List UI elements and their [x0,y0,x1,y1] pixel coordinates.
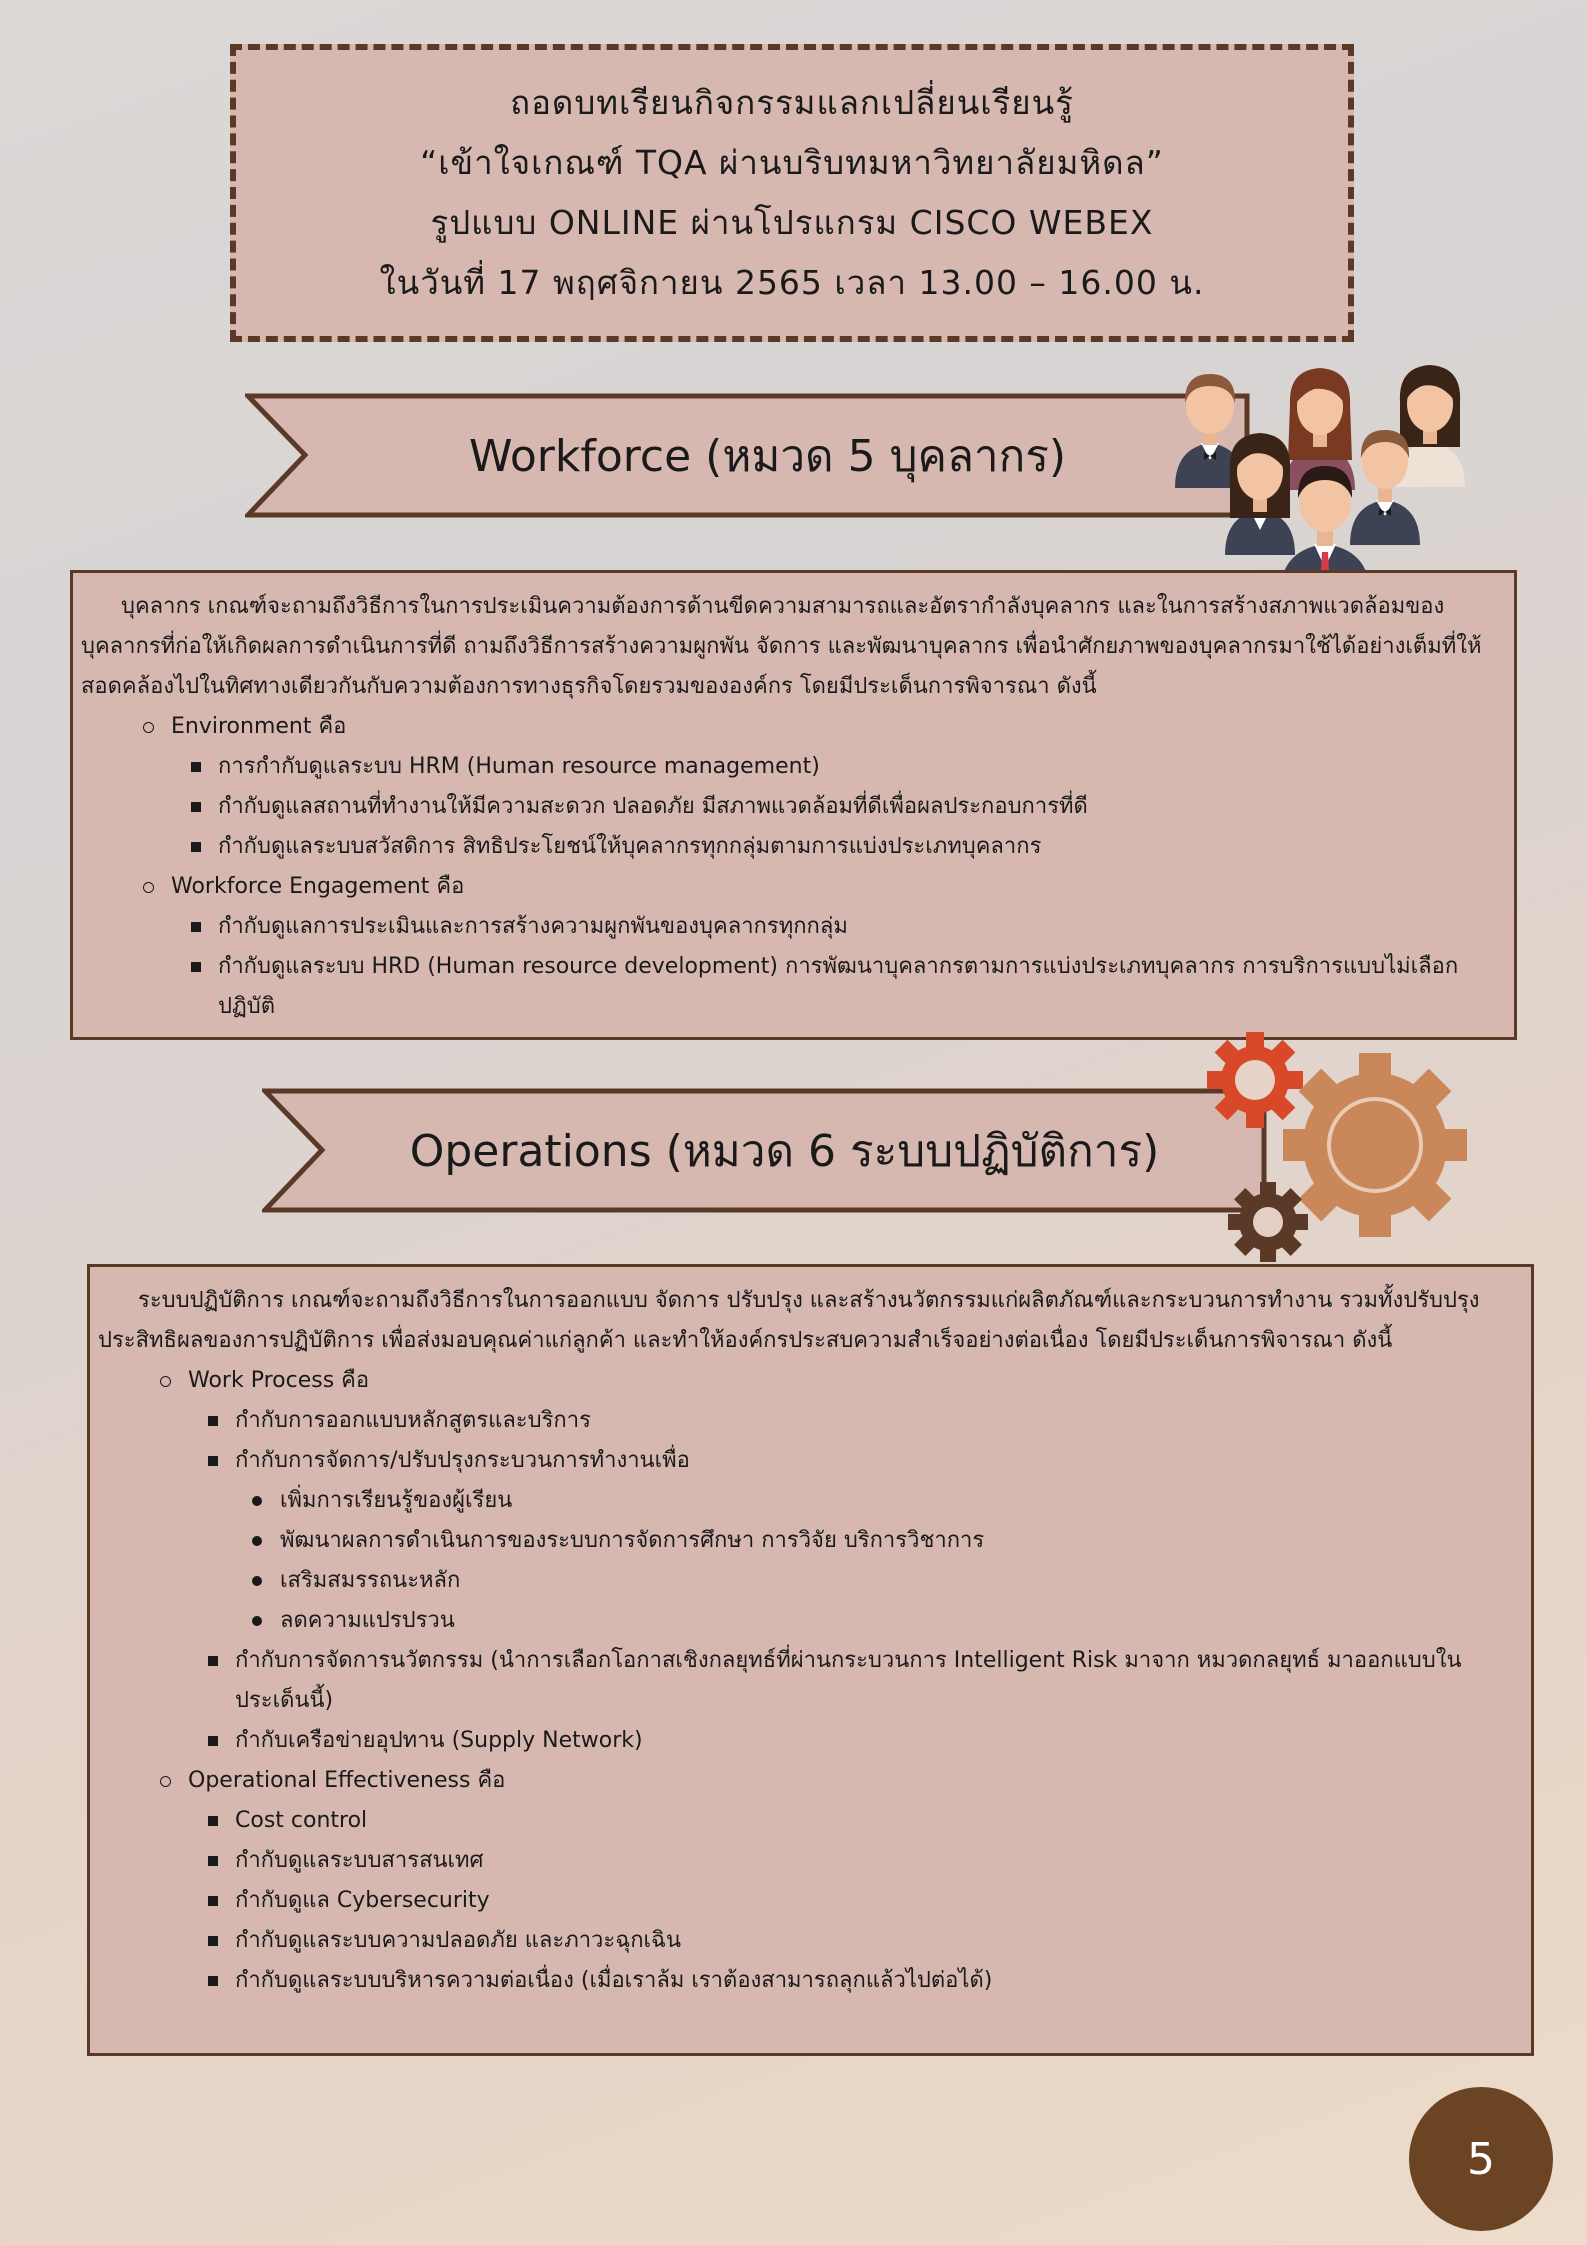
list-item: เพิ่มการเรียนรู้ของผู้เรียน [280,1481,1515,1521]
list-item: กำกับดูแล Cybersecurity [235,1881,1515,1921]
page-number: 5 [1409,2087,1553,2231]
list-item: พัฒนาผลการดำเนินการของระบบการจัดการศึกษา การวิจัย บริการวิชาการ [280,1521,1515,1561]
workforce-intro: บุคลากร เกณฑ์จะถามถึงวิธีการในการประเมินความต้องการด้านขีดความสามารถและอัตรากำลังบุคลากร และในการสร้างสภาพแวดล้อมของบุคลากรที่ก่อให้เกิดผลการดำเนินการที่ดี ถามถึงวิธีการสร้างความผูกพัน จัดการ และพัฒนาบุคลากร เพื่อนำศักยภาพของบุคลากรมาใช้ได้อย่างเต็มที่ให้สอดคล้องไปในทิศทางเดียวกันกับความต้องการทางธุรกิจโดยรวมขององค์กร โดยมีประเด็นการพิจารณา ดังนี้ [81,594,1482,699]
workforce-section-list [81,707,1498,1027]
people-group-icon [1160,360,1480,590]
list-item: กำกับดูแลระบบสารสนเทศ [235,1841,1515,1881]
list-item: ลดความแปรปรวน [280,1601,1515,1641]
list-item [171,867,1498,1027]
list-item [188,1761,1515,2001]
list-item-text: กำกับการจัดการ/ปรับปรุงกระบวนการทำงานเพื่อ [235,1448,690,1473]
operations-section-list [98,1361,1515,2001]
title-line-3: รูปแบบ ONLINE ผ่านโปรแกรม CISCO WEBEX [430,203,1154,242]
list-item: กำกับดูแลระบบบริหารความต่อเนื่อง (เมื่อเราล้ม เราต้องสามารถลุกแล้วไปต่อได้) [235,1961,1515,2001]
list-item: กำกับดูแลระบบความปลอดภัย และภาวะฉุกเฉิน [235,1921,1515,1961]
list-item: กำกับดูแลระบบ HRD (Human resource development) การพัฒนาบุคลากรตามการแบ่งประเภทบุคลากร การบริการแบบไม่เลือกปฏิบัติ [218,947,1498,1027]
workforce-section-label: Workforce Engagement คือ [171,874,465,899]
list-item: กำกับการจัดการนวัตกรรม (นำการเลือกโอกาสเชิงกลยุทธ์ที่ผ่านกระบวนการ Intelligent Risk มาจาก หมวดกลยุทธ์ มาออกแบบในประเด็นนี้) [235,1641,1515,1721]
title-line-1: ถอดบทเรียนกิจกรรมแลกเปลี่ยนเรียนรู้ [510,83,1074,122]
list-item [235,1441,1515,1641]
title-line-2: “เข้าใจเกณฑ์ TQA ผ่านบริบทมหาวิทยาลัยมหิดล” [420,143,1164,182]
list-item [188,1361,1515,1761]
title-line-4: ในวันที่ 17 พฤศจิกายน 2565 เวลา 13.00 – 16.00 น. [379,263,1205,302]
operations-heading: Operations (หมวด 6 ระบบปฏิบัติการ) [409,1125,1160,1177]
title-box [230,44,1354,342]
list-item: การกำกับดูแลระบบ HRM (Human resource management) [218,747,1498,787]
list-item: Cost control [235,1801,1515,1841]
workforce-heading: Workforce (หมวด 5 บุคลากร) [468,430,1067,482]
workforce-content-box [70,570,1517,1040]
list-item: เสริมสมรรถนะหลัก [280,1561,1515,1601]
operations-intro: ระบบปฏิบัติการ เกณฑ์จะถามถึงวิธีการในการออกแบบ จัดการ ปรับปรุง และสร้างนวัตกรรมแก่ผลิตภัณฑ์และกระบวนการทำงาน รวมทั้งปรับปรุงประสิทธิผลของการปฏิบัติการ เพื่อส่งมอบคุณค่าแก่ลูกค้า และทำให้องค์กรประสบความสำเร็จอย่างต่อเนื่อง โดยมีประเด็นการพิจารณา ดังนี้ [98,1288,1480,1353]
work-process-label: Work Process คือ [188,1368,370,1393]
workforce-section-label: Environment คือ [171,714,347,739]
operations-banner [262,1088,1267,1213]
workforce-banner [245,393,1250,518]
list-item: กำกับการออกแบบหลักสูตรและบริการ [235,1401,1515,1441]
list-item [171,707,1498,867]
list-item: กำกับดูแลการประเมินและการสร้างความผูกพันของบุคลากรทุกกลุ่ม [218,907,1498,947]
list-item: กำกับดูแลสถานที่ทำงานให้มีความสะดวก ปลอดภัย มีสภาพแวดล้อมที่ดีเพื่อผลประกอบการที่ดี [218,787,1498,827]
effectiveness-label: Operational Effectiveness คือ [188,1768,506,1793]
operations-content-box [87,1264,1534,2056]
list-item: กำกับดูแลระบบสวัสดิการ สิทธิประโยชน์ให้บุคลากรทุกกลุ่มตามการแบ่งประเภทบุคลากร [218,827,1498,867]
list-item: กำกับเครือข่ายอุปทาน (Supply Network) [235,1721,1515,1761]
gears-icon [1200,1030,1480,1270]
